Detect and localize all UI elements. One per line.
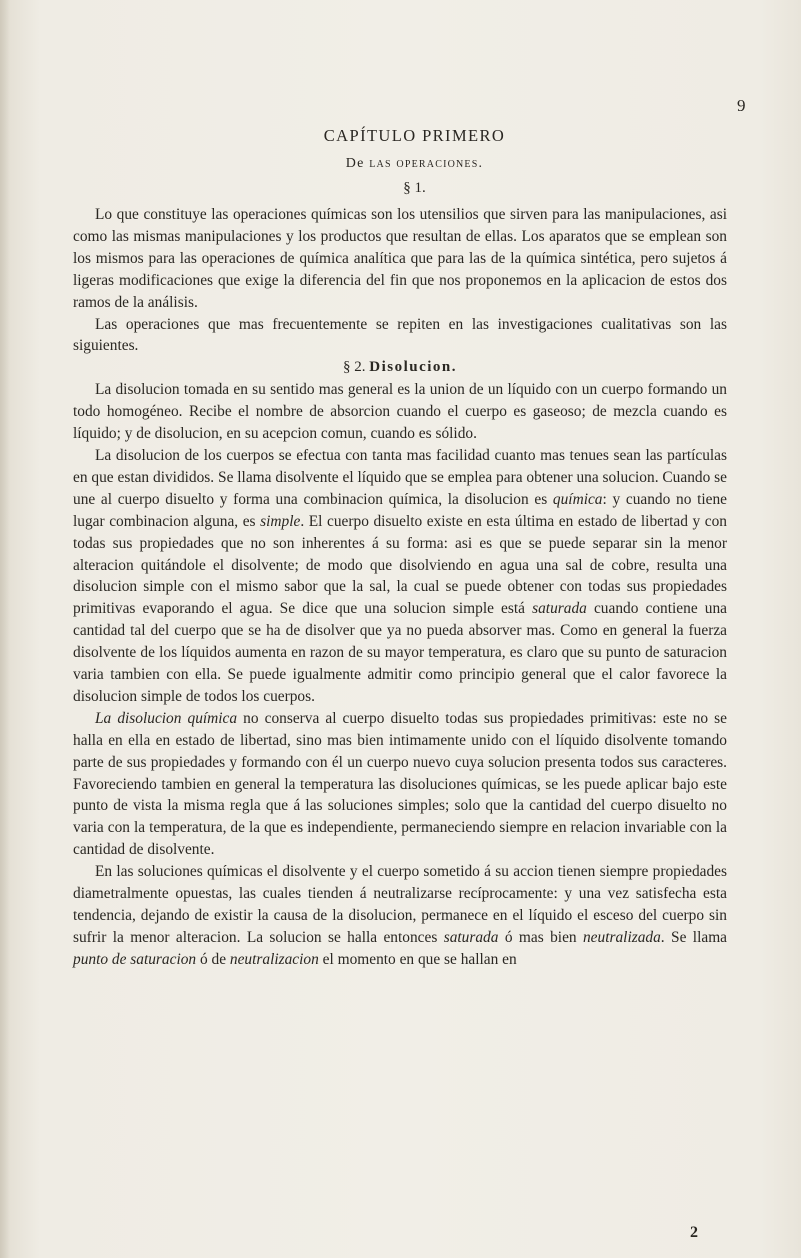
paragraph-4 — [73, 445, 727, 708]
paragraph-5-italic-lead: La disolucion química — [95, 709, 238, 727]
paragraph-6-text-b: ó mas bien — [498, 928, 583, 946]
paragraph-6 — [73, 861, 727, 971]
paragraph-5 — [73, 708, 727, 861]
paragraph-3: La disolucion tomada en su sentido mas general es la union de un líquido con un cuerpo formando un todo homogéneo. Recibe el nombre de absorcion cuando el cuerpo es gaseoso; de mezcla cuando es líquido; y de disolucion, en su acepcion comun, cuando es sólido. — [73, 381, 727, 443]
section-mark: § 1. — [403, 180, 426, 196]
paragraph-4-italic-quimica: química — [552, 490, 603, 508]
paragraph-4-text-a: La disolucion de los cuerpos se efectua con tanta mas facilidad cuanto mas tenues sean las partículas en que estan divididos. Se llama disolvente el líquido que se emplea para obtener una solucion. Cuando se une al cuerpo disuelto y forma una combinacion química, la disolucion es — [73, 446, 727, 508]
paragraph-5-text: no conserva al cuerpo disuelto todas sus propiedades primitivas: este no se halla en ella en estado de libertad, sino mas bien intimamente unido con el líquido disolvente tomando parte de sus propiedades y formando con él un cuerpo nuevo cuya solucion presenta todos sus caracteres. Favoreciendo tambien en general la temperatura las disoluciones químicas, se les puede aplicar bajo este punto de vista la misma regla que á las soluciones simples; solo que la cantidad del cuerpo disuelto no varia con la temperatura, de la que es independiente, permaneciendo siempre en relacion invariable con la cantidad de disolvente. — [73, 709, 727, 859]
page-number: 9 — [737, 96, 746, 115]
paragraph-4-italic-simple: simple — [260, 512, 301, 530]
subsection-heading — [73, 357, 727, 379]
section-heading-prefix: De — [345, 156, 365, 171]
paragraph-2: Las operaciones que mas frecuentemente se repiten en las investigaciones cualitativas son las siguientes. — [73, 315, 727, 355]
chapter-title: CAPÍTULO PRIMERO — [323, 126, 506, 145]
paragraph-6-italic-punto: punto de saturacion — [73, 950, 197, 968]
paragraph-1: Lo que constituye las operaciones químicas son los utensilios que sirven para las manipulaciones, asi como las mismas manipulaciones y los productos que resultan de ellas. Los aparatos que se emplean son los mismos para las operaciones de química analítica que para las de la química sintética, pero sujetos á ligeras modificaciones que exige la diferencia del fin que nos proponemos en la aplicacion de estos dos ramos de la análisis. — [73, 206, 727, 311]
section-heading-rest: las operaciones. — [369, 156, 484, 171]
paragraph-4-italic-saturada: saturada — [532, 600, 587, 618]
signature-mark: 2 — [690, 1224, 698, 1241]
paragraph-6-text-c: . Se llama — [660, 928, 727, 946]
subsection-title: Disolucion. — [369, 359, 457, 376]
paragraph-4-text-b: : y cuando no tiene lugar combinacion alguna, es — [73, 490, 727, 530]
paragraph-6-italic-saturada: saturada — [443, 928, 499, 946]
paragraph-4-text-d: cuando contiene una cantidad tal del cuerpo que se ha de disolver que ya no pueda absorver mas. Como en general la fuerza disolvente de los líquidos aumenta en razon de su mayor temperatura, es claro que su punto de saturacion varia tambien con ella. Se puede igualmente admitir como principio general que el calor favorece la disolucion simple de todos los cuerpos. — [73, 600, 727, 705]
subsection-mark: § 2. — [342, 359, 366, 376]
paragraph-6-italic-neutralizacion: neutralizacion — [229, 950, 319, 968]
paragraph-6-text-e: el momento en que se hallan en — [318, 950, 517, 968]
paragraph-6-text-a: En las soluciones químicas el disolvente y el cuerpo sometido á su accion tienen siempre propiedades diametralmente opuestas, las cuales tienden á neutralizarse recíprocamente: y una vez satisfecha esta tendencia, dejando de existir la causa de la disolucion, permanece en el líquido el esceso del cuerpo sin sufrir la menor alteracion. La solucion se halla entonces — [73, 863, 727, 946]
body-text — [73, 204, 727, 971]
paragraph-6-italic-neutralizada: neutralizada — [582, 928, 661, 946]
paragraph-4-text-c: . El cuerpo disuelto existe en esta última en estado de libertad y con todas sus propiedades que no son inherentes á su forma: asi es que se puede separar sin la menor alteracion quitándole el disolvente; de modo que disolviendo en agua una sal de cobre, resulta una disolucion simple con el mismo sabor que la sal, la cual se puede obtener con todas sus propiedades primitivas evaporando el agua. Se dice que una solucion simple está — [73, 512, 727, 618]
section-heading — [0, 156, 801, 172]
paragraph-6-text-d: ó de — [196, 950, 230, 968]
